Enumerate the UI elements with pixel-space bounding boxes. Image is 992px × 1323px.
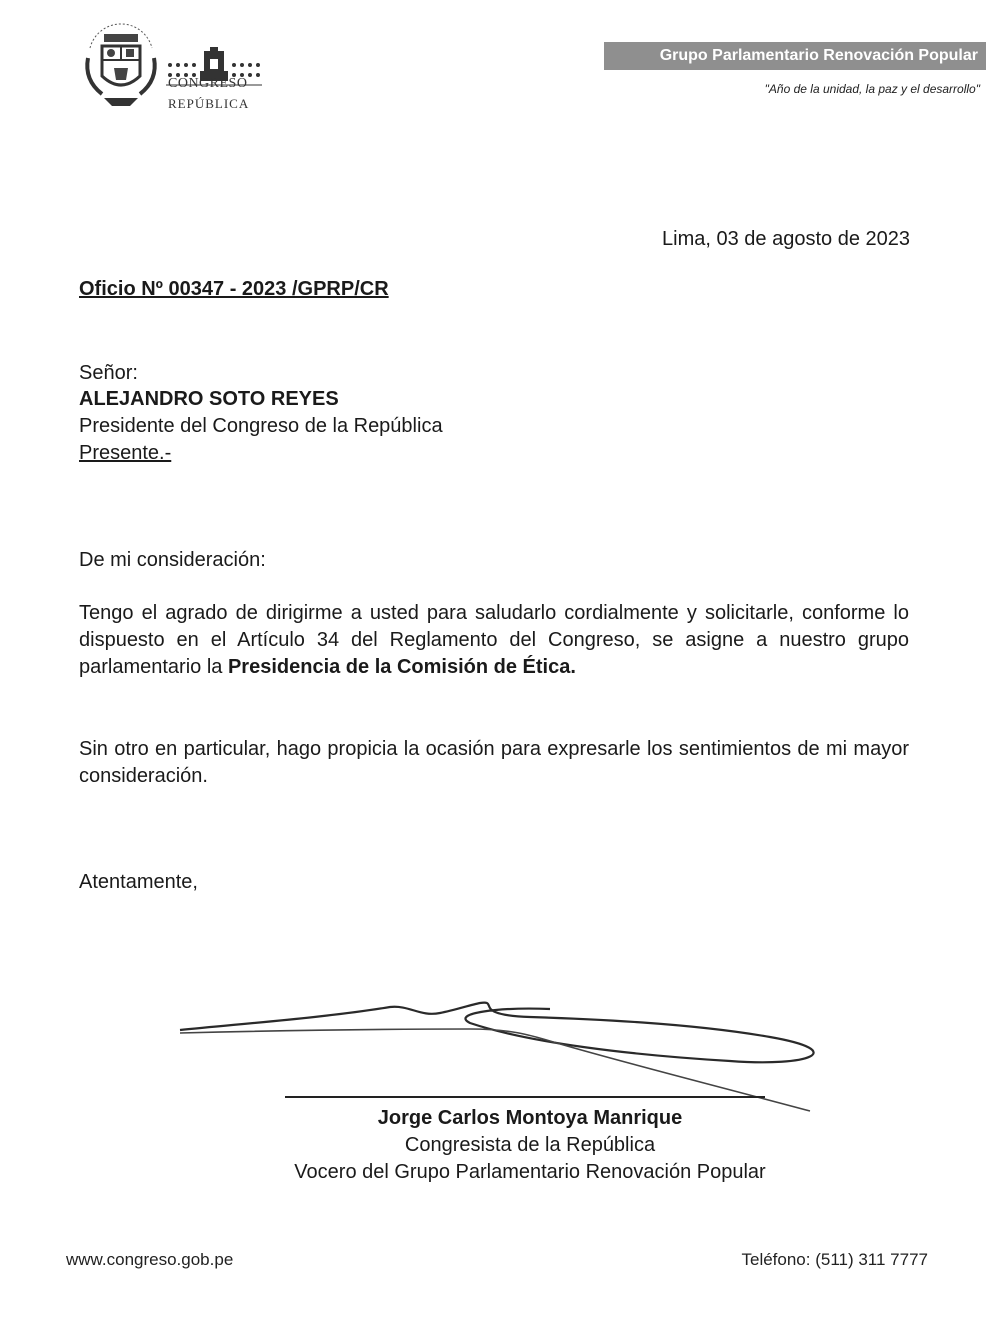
congress-logo xyxy=(70,18,270,118)
document-reference: Oficio Nº 00347 - 2023 /GPRP/CR xyxy=(79,278,389,300)
republica-wordmark: REPÚBLICA xyxy=(168,96,250,111)
request-paragraph-text: Tengo el agrado de dirigirme a usted para saludarlo cordialmente y solicitarle, conforme lo dispuesto en el Artículo 34 del Reglamento del Congreso, se asigne a nuestro grupo parlamentario la xyxy=(79,602,909,678)
signer-role: Congresista de la República xyxy=(404,1134,656,1156)
signature-line xyxy=(285,1096,765,1098)
request-paragraph-emphasis: Presidencia de la Comisión de Ética. xyxy=(227,656,576,678)
closing-paragraph: Sin otro en particular, hago propicia la ocasión para expresarle los sentimientos de mi mayor consideración. xyxy=(79,738,909,787)
congress-wordmark: CONGRESO xyxy=(168,76,248,91)
group-banner: Grupo Parlamentario Renovación Popular xyxy=(604,42,986,70)
addressee-title: Presidente del Congreso de la República xyxy=(79,415,443,437)
presente: Presente.- xyxy=(79,442,172,464)
footer-website: www.congreso.gob.pe xyxy=(66,1250,234,1269)
greeting: De mi consideración: xyxy=(79,549,266,571)
footer-phone: Teléfono: (511) 311 7777 xyxy=(741,1250,928,1269)
year-motto: "Año de la unidad, la paz y el desarrollo" xyxy=(764,82,980,96)
request-paragraph xyxy=(79,600,909,681)
signer-name: Jorge Carlos Montoya Manrique xyxy=(377,1107,683,1129)
date-line: Lima, 03 de agosto de 2023 xyxy=(662,228,910,250)
signer-position: Vocero del Grupo Parlamentario Renovación Popular xyxy=(294,1161,766,1183)
closing: Atentamente, xyxy=(79,871,198,893)
coat-of-arms-icon xyxy=(80,18,162,110)
addressee-name: ALEJANDRO SOTO REYES xyxy=(79,388,339,410)
salutation: Señor: xyxy=(79,362,138,384)
